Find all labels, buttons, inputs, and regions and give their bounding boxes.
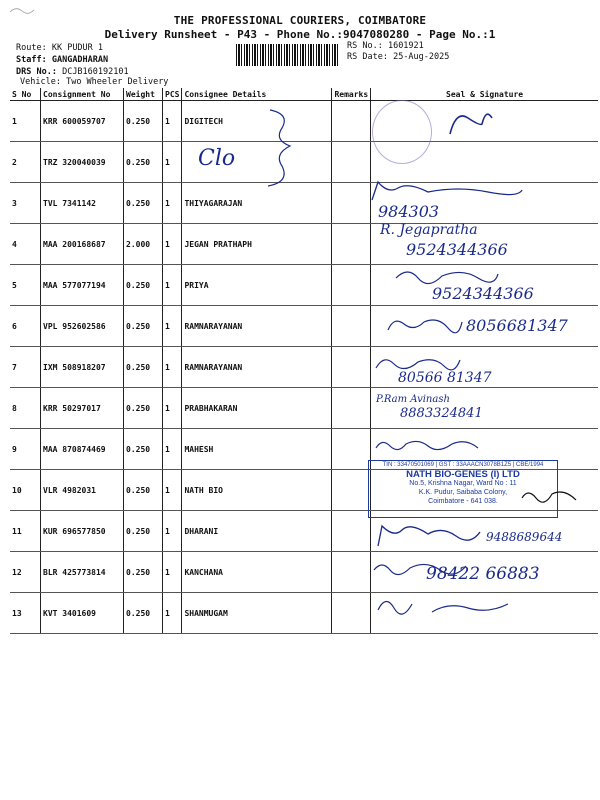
signature-row6	[384, 312, 464, 336]
stamp-address-2: K.K. Pudur, Saibaba Colony,	[418, 489, 508, 496]
route-line	[16, 43, 103, 53]
page-title: THE PROFESSIONAL COURIERS, COIMBATORE	[173, 14, 427, 27]
remarks-cell	[332, 306, 371, 347]
consignment-value: TRZ 320040039	[43, 158, 106, 167]
sno-value: 10	[12, 486, 22, 495]
consignee-value: THIYAGARAJAN	[184, 199, 243, 208]
weight-value: 0.250	[126, 527, 151, 536]
consignment-value: TVL 7341142	[43, 199, 96, 208]
col-consignment: Consignment No	[41, 88, 124, 101]
stamp-company: NATH BIO-GENES (I) LTD	[406, 469, 520, 480]
route-value: KK PUDUR 1	[51, 43, 104, 53]
remarks-cell	[332, 470, 371, 511]
staff-label: Staff:	[16, 55, 47, 65]
consignment-cell	[41, 388, 124, 429]
pcs-value: 1	[165, 322, 170, 331]
drs-value: DCJB160192101	[62, 67, 129, 77]
phone-row7: 80566 81347	[398, 370, 492, 386]
weight-cell	[124, 388, 163, 429]
consignment-value: BLR 425773814	[43, 568, 106, 577]
consignment-cell	[41, 142, 124, 183]
pcs-value: 1	[165, 158, 170, 167]
stamp-address-3: Coimbatore - 641 038.	[428, 498, 498, 505]
sno-value: 3	[12, 199, 17, 208]
weight-value: 0.250	[126, 199, 151, 208]
sno-cell	[10, 347, 41, 388]
sno-cell	[10, 470, 41, 511]
remarks-cell	[332, 224, 371, 265]
pcs-value: 1	[165, 363, 170, 372]
weight-cell	[124, 265, 163, 306]
table-row	[10, 224, 598, 265]
signature-row10	[518, 484, 580, 508]
vehicle-label: Vehicle:	[20, 77, 61, 87]
sno-value: 8	[12, 404, 17, 413]
pcs-cell	[163, 101, 182, 142]
remarks-cell	[332, 142, 371, 183]
pcs-cell	[163, 183, 182, 224]
consignee-cell	[182, 593, 332, 634]
weight-value: 0.250	[126, 117, 151, 126]
sno-value: 4	[12, 240, 17, 249]
consignment-cell	[41, 306, 124, 347]
consignment-cell	[41, 429, 124, 470]
pcs-value: 1	[165, 568, 170, 577]
sno-value: 11	[12, 527, 22, 536]
sno-cell	[10, 388, 41, 429]
sno-value: 12	[12, 568, 22, 577]
phone-row12: 98422 66883	[426, 564, 540, 584]
remarks-cell	[332, 511, 371, 552]
pcs-value: 1	[165, 199, 170, 208]
drs-label: DRS No.:	[16, 67, 57, 77]
weight-cell	[124, 511, 163, 552]
consignment-cell	[41, 470, 124, 511]
pcs-value: 1	[165, 240, 170, 249]
consignee-value: RAMNARAYANAN	[184, 322, 243, 331]
col-weight: Weight	[124, 88, 163, 101]
consignment-cell	[41, 183, 124, 224]
pcs-cell	[163, 429, 182, 470]
consignee-value: SHANMUGAM	[184, 609, 228, 618]
phone-row11: 9488689644	[486, 530, 563, 544]
consignment-cell	[41, 593, 124, 634]
pcs-value: 1	[165, 609, 170, 618]
phone-row6: 8056681347	[466, 316, 568, 335]
signature-row9	[372, 432, 482, 458]
table-header-row	[10, 88, 598, 101]
consignee-value: NATH BIO	[184, 486, 223, 495]
signature-row11	[372, 520, 482, 554]
consignment-cell	[41, 552, 124, 593]
signature-row1	[446, 104, 496, 144]
sno-value: 6	[12, 322, 17, 331]
phone-row5: 9524344366	[432, 284, 534, 303]
consignment-cell	[41, 347, 124, 388]
consignee-cell	[182, 265, 332, 306]
pcs-cell	[163, 224, 182, 265]
sno-cell	[10, 552, 41, 593]
sno-cell	[10, 183, 41, 224]
remarks-cell	[332, 265, 371, 306]
rs-info	[347, 41, 449, 63]
sno-value: 7	[12, 363, 17, 372]
consignment-value: VLR 4982031	[43, 486, 96, 495]
consignee-cell	[182, 429, 332, 470]
signature-row5	[392, 264, 502, 286]
weight-cell	[124, 593, 163, 634]
sno-value: 5	[12, 281, 17, 290]
col-sno: S No	[10, 88, 41, 101]
consignee-cell	[182, 224, 332, 265]
staff-value: GANGADHARAN	[51, 55, 109, 65]
remarks-cell	[332, 183, 371, 224]
consignment-value: MAA 577077194	[43, 281, 106, 290]
sno-cell	[10, 306, 41, 347]
sno-cell	[10, 101, 41, 142]
sno-cell	[10, 142, 41, 183]
weight-value: 2.000	[126, 240, 151, 249]
sno-value: 2	[12, 158, 17, 167]
pcs-cell	[163, 470, 182, 511]
weight-cell	[124, 347, 163, 388]
weight-cell	[124, 470, 163, 511]
pcs-cell	[163, 552, 182, 593]
name-row4: R. Jegapratha	[380, 222, 478, 238]
weight-value: 0.250	[126, 158, 151, 167]
sno-cell	[10, 224, 41, 265]
rs-date-label: RS Date:	[347, 52, 388, 62]
consignee-value: PRIYA	[184, 281, 209, 290]
weight-cell	[124, 224, 163, 265]
remarks-cell	[332, 552, 371, 593]
weight-cell	[124, 142, 163, 183]
table-row	[10, 388, 598, 429]
weight-value: 0.250	[126, 363, 151, 372]
consignment-cell	[41, 511, 124, 552]
rs-no-label: RS No.:	[347, 41, 383, 51]
consignment-cell	[41, 265, 124, 306]
brace-mark	[260, 106, 310, 190]
pcs-cell	[163, 265, 182, 306]
weight-value: 0.250	[126, 445, 151, 454]
pcs-cell	[163, 593, 182, 634]
vehicle-value: Two Wheeler Delivery	[66, 77, 169, 87]
note-row2: Clo	[198, 146, 236, 171]
round-stamp	[372, 100, 432, 164]
consignment-value: VPL 952602586	[43, 322, 106, 331]
consignee-value: KANCHANA	[184, 568, 223, 577]
pcs-value: 1	[165, 527, 170, 536]
pcs-cell	[163, 306, 182, 347]
route-label: Route:	[16, 43, 47, 53]
remarks-cell	[332, 593, 371, 634]
phone-row3: 984303	[378, 202, 440, 221]
consignment-cell	[41, 224, 124, 265]
consignment-value: KVT 3401609	[43, 609, 96, 618]
sno-cell	[10, 429, 41, 470]
consignment-value: IXM 508918207	[43, 363, 106, 372]
weight-cell	[124, 552, 163, 593]
weight-value: 0.250	[126, 486, 151, 495]
col-pcs: PCS	[163, 88, 182, 101]
consignee-cell	[182, 388, 332, 429]
consignee-value: RAMNARAYANAN	[184, 363, 243, 372]
weight-value: 0.250	[126, 322, 151, 331]
consignee-value: PRABHAKARAN	[184, 404, 238, 413]
sno-value: 1	[12, 117, 17, 126]
signature-row3	[368, 178, 528, 204]
consignment-value: MAA 870874469	[43, 445, 106, 454]
consignee-value: DIGITECH	[184, 117, 223, 126]
consignee-cell	[182, 347, 332, 388]
signature-row13	[372, 590, 512, 620]
weight-value: 0.250	[126, 568, 151, 577]
weight-cell	[124, 429, 163, 470]
weight-cell	[124, 306, 163, 347]
pcs-value: 1	[165, 404, 170, 413]
sno-value: 9	[12, 445, 17, 454]
col-remarks: Remarks	[332, 88, 371, 101]
consignee-value: DHARANI	[184, 527, 219, 536]
sno-cell	[10, 593, 41, 634]
pcs-value: 1	[165, 117, 170, 126]
col-seal: Seal & Signature	[371, 88, 598, 101]
pcs-cell	[163, 347, 182, 388]
consignment-value: KRR 50297017	[43, 404, 101, 413]
consignment-value: KUR 696577850	[43, 527, 106, 536]
pcs-cell	[163, 388, 182, 429]
consignment-cell	[41, 101, 124, 142]
pcs-value: 1	[165, 445, 170, 454]
barcode	[236, 44, 340, 66]
consignee-cell	[182, 306, 332, 347]
stamp-tin: TIN : 33470501069 | GST : 33AAACN3078B1Z5 | CBE/1994	[382, 462, 544, 468]
consignee-value: JEGAN PRATHAPH	[184, 240, 252, 249]
weight-cell	[124, 183, 163, 224]
consignee-cell	[182, 552, 332, 593]
page-subtitle: Delivery Runsheet - P43 - Phone No.:9047080280 - Page No.:1	[104, 28, 496, 41]
consignment-value: MAA 200168687	[43, 240, 106, 249]
pcs-cell	[163, 142, 182, 183]
sno-value: 13	[12, 609, 22, 618]
rs-no-value: 1601921	[387, 41, 424, 51]
weight-cell	[124, 101, 163, 142]
remarks-cell	[332, 429, 371, 470]
pcs-cell	[163, 511, 182, 552]
drs-line	[16, 67, 129, 77]
staff-line	[16, 55, 108, 65]
remarks-cell	[332, 347, 371, 388]
consignee-value: MAHESH	[184, 445, 214, 454]
consignee-cell	[182, 511, 332, 552]
phone-row8: 8883324841	[400, 406, 483, 421]
pcs-value: 1	[165, 281, 170, 290]
remarks-cell	[332, 101, 371, 142]
weight-value: 0.250	[126, 281, 151, 290]
name-row8: P.Ram Avinash	[376, 394, 450, 405]
consignee-cell	[182, 470, 332, 511]
remarks-cell	[332, 388, 371, 429]
phone-row4: 9524344366	[406, 240, 508, 259]
rs-date-value: 25-Aug-2025	[393, 52, 450, 62]
sno-cell	[10, 265, 41, 306]
sno-cell	[10, 511, 41, 552]
consignment-value: KRR 600059707	[43, 117, 106, 126]
vehicle-line	[20, 77, 168, 87]
weight-value: 0.250	[126, 609, 151, 618]
stamp-address-1: No.5, Krishna Nagar, Ward No : 11	[409, 480, 517, 487]
col-consignee: Consignee Details	[182, 88, 332, 101]
pcs-value: 1	[165, 486, 170, 495]
table-row	[10, 347, 598, 388]
weight-value: 0.250	[126, 404, 151, 413]
